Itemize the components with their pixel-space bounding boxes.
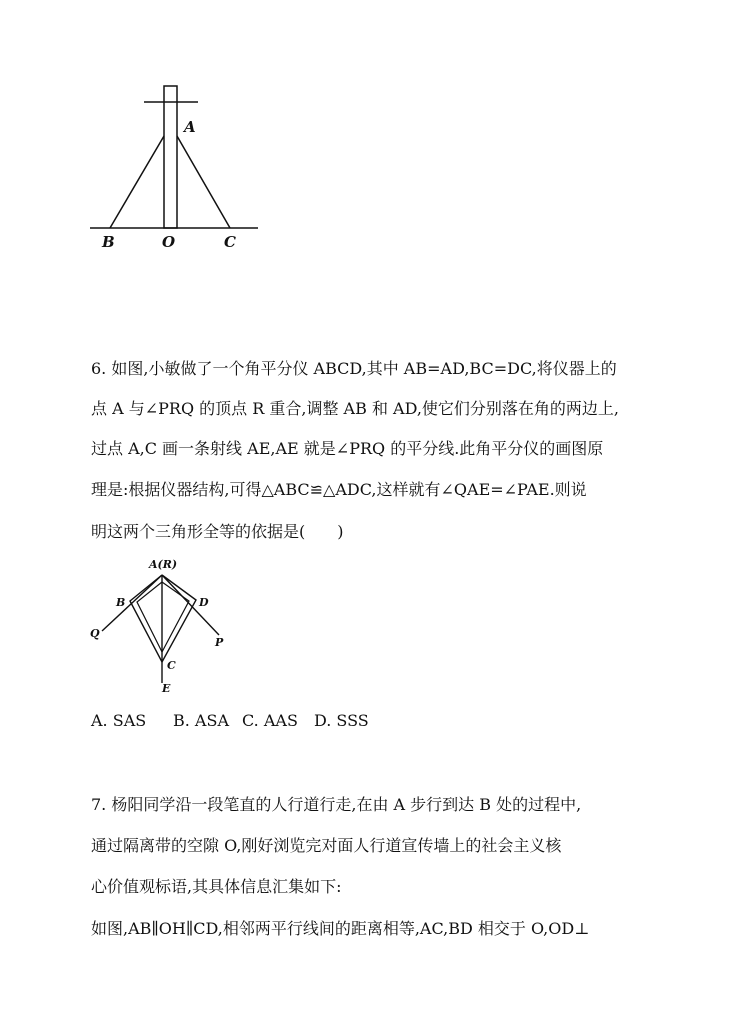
- label-b2: B: [116, 596, 126, 609]
- option-c: C. AAS: [242, 711, 298, 730]
- support-left-line: [110, 136, 164, 228]
- q6-line-3: 过点 A,C 画一条射线 AE,AE 就是∠PRQ 的平分线.此角平分仪的画图原: [91, 439, 604, 458]
- kite-inner: [137, 582, 189, 652]
- q6-line-5: 明这两个三角形全等的依据是( ): [91, 522, 344, 541]
- q6-line-4: 理是:根据仪器结构,可得△ABC≌△ADC,这样就有∠QAE=∠PAE.则说: [91, 480, 587, 499]
- option-b: B. ASA: [173, 711, 229, 730]
- q7-line-3: 心价值观标语,其具体信息汇集如下:: [91, 877, 342, 896]
- ray-ap: [162, 575, 219, 635]
- q7-line-2: 通过隔离带的空隙 O,刚好浏览完对面人行道宣传墙上的社会主义核: [91, 836, 562, 855]
- option-a: A. SAS: [91, 711, 147, 730]
- q6-line-2: 点 A 与∠PRQ 的顶点 R 重合,调整 AB 和 AD,使它们分别落在角的两边上,: [91, 399, 620, 418]
- label-p: P: [215, 636, 224, 649]
- q6-line-1: 6. 如图,小敏做了一个角平分仪 ABCD,其中 AB=AD,BC=DC,将仪器上的: [91, 359, 617, 378]
- label-a: A: [184, 118, 196, 136]
- option-d: D. SSS: [314, 711, 369, 730]
- support-right-line: [177, 136, 230, 228]
- label-e: E: [162, 682, 171, 695]
- label-d: D: [199, 596, 209, 609]
- label-b: B: [102, 233, 115, 251]
- label-o: O: [162, 233, 176, 251]
- q7-line-4: 如图,AB∥OH∥CD,相邻两平行线间的距离相等,AC,BD 相交于 O,OD⊥: [91, 919, 590, 938]
- pole-support-figure: [80, 78, 280, 258]
- label-c2: C: [167, 659, 176, 672]
- pole-rect: [164, 86, 177, 228]
- ray-aq: [102, 575, 162, 631]
- angle-bisector-figure: [86, 555, 236, 700]
- label-q: Q: [90, 627, 100, 640]
- q7-line-1: 7. 杨阳同学沿一段笔直的人行道行走,在由 A 步行到达 B 处的过程中,: [91, 795, 582, 814]
- label-ar: A(R): [149, 558, 178, 571]
- label-c: C: [224, 233, 236, 251]
